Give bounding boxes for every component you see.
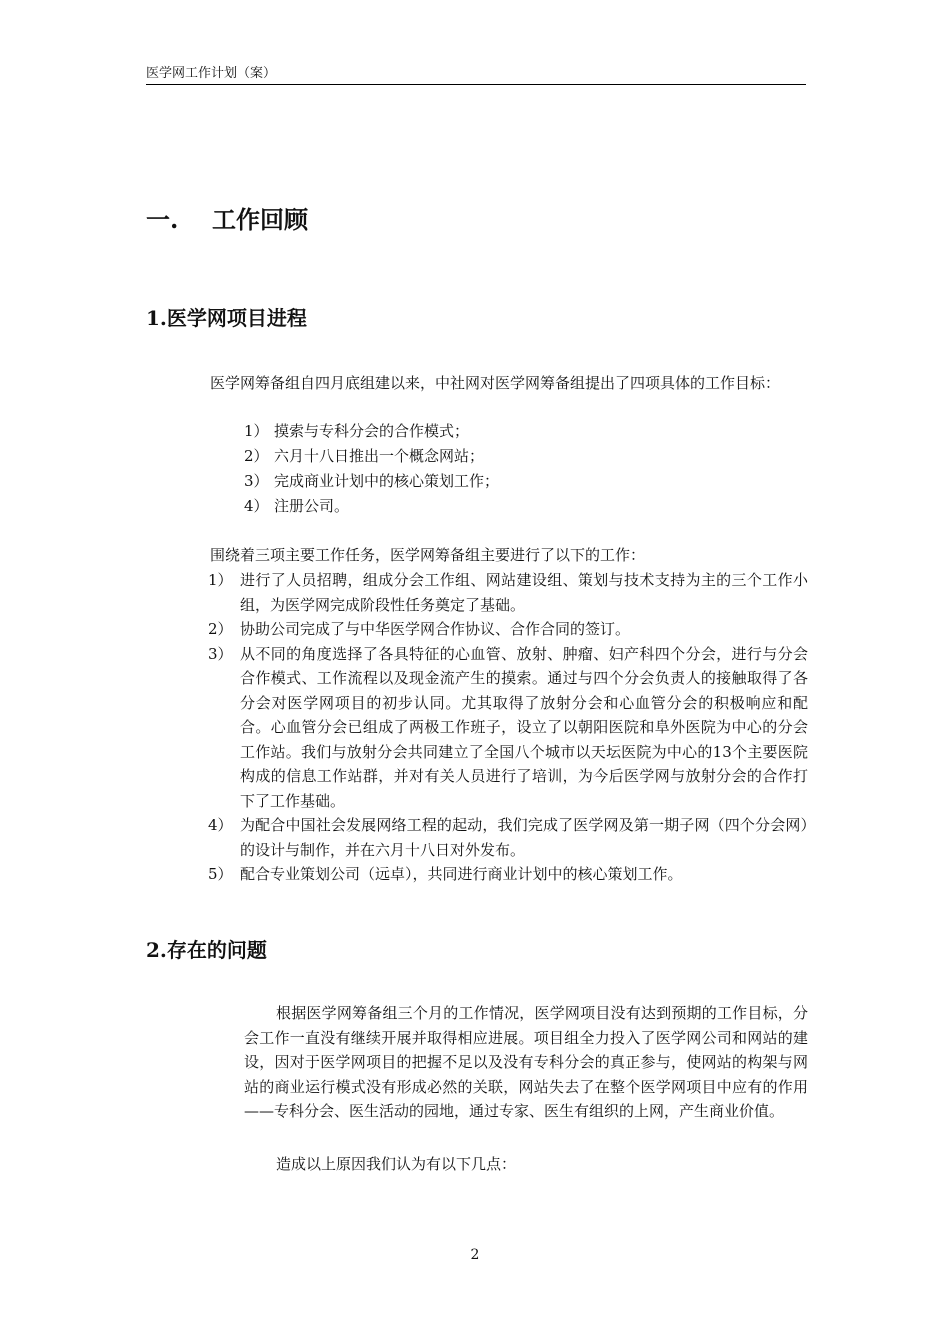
intro-paragraph: 医学网筹备组自四月底组建以来，中社网对医学网筹备组提出了四项具体的工作目标： xyxy=(210,374,781,392)
list-item xyxy=(244,469,499,494)
header-title: 医学网工作计划（案） xyxy=(146,66,277,81)
work-intro-paragraph: 围绕着三项主要工作任务，医学网筹备组主要进行了以下的工作： xyxy=(210,546,646,564)
list-item-number: 2） xyxy=(208,620,233,638)
page-header xyxy=(146,66,806,85)
list-item xyxy=(208,617,808,642)
list-item xyxy=(208,862,808,887)
list-item xyxy=(208,568,808,617)
problem-paragraph: 根据医学网筹备组三个月的工作情况，医学网项目没有达到预期的工作目标，分会工作一直没有继续开展并取得相应进展。项目组全力投入了医学网公司和网站的建设，因对于医学网项目的把握不足以及没有专科分会的真正参与，使网站的构架与网站的商业运行模式没有形成必然的关联，网站失去了在整个医学网项目中应有的作用——专科分会、医生活动的园地，通过专家、医生有组织的上网，产生商业价值。 xyxy=(244,1004,808,1120)
work-list xyxy=(208,568,808,887)
cause-intro-paragraph: 造成以上原因我们认为有以下几点： xyxy=(276,1155,517,1173)
list-item-number: 2） xyxy=(244,447,269,465)
list-item-text: 配合专业策划公司（远卓），共同进行商业计划中的核心策划工作。 xyxy=(240,865,683,883)
list-item-number: 5） xyxy=(208,865,233,883)
list-item-number: 1） xyxy=(208,571,233,589)
list-item-text: 为配合中国社会发展网络工程的起动，我们完成了医学网及第一期子网（四个分会网）的设计与制作，并在六月十八日对外发布。 xyxy=(240,816,808,859)
list-item xyxy=(244,494,499,519)
list-item-text: 从不同的角度选择了各具特征的心血管、放射、肿瘤、妇产科四个分会，进行与分会合作模式、工作流程以及现金流产生的摸索。通过与四个分会负责人的接触取得了各分会对医学网项目的初步认同。尤其取得了放射分会和心血管分会的积极响应和配合。心血管分会已组成了两极工作班子，设立了以朝阳医院和阜外医院为中心的分会工作站。我们与放射分会共同建立了全国八个城市以天坛医院为中心的13个主要医院构成的信息工作站群，并对有关人员进行了培训，为今后医学网与放射分会的合作打下了工作基础。 xyxy=(240,644,808,810)
goal-list xyxy=(244,419,499,519)
list-item-text: 六月十八日推出一个概念网站； xyxy=(274,447,485,465)
list-item-text: 协助公司完成了与中华医学网合作协议、合作合同的签订。 xyxy=(240,620,631,638)
list-item-text: 注册公司。 xyxy=(274,497,350,515)
section-title: 工作回顾 xyxy=(212,205,308,234)
list-item-text: 摸索与专科分会的合作模式； xyxy=(274,422,470,440)
list-item-text: 完成商业计划中的核心策划工作； xyxy=(274,472,500,490)
list-item-text: 进行了人员招聘，组成分会工作组、网站建设组、策划与技术支持为主的三个工作小组，为医学网完成阶段性任务奠定了基础。 xyxy=(240,571,808,614)
list-item xyxy=(208,642,808,814)
page-number: 2 xyxy=(470,1247,480,1263)
list-item xyxy=(244,444,499,469)
subsection-heading-problems: 2.存在的问题 xyxy=(146,938,267,962)
section-number: 一. xyxy=(146,205,179,234)
list-item-number: 4） xyxy=(244,497,269,515)
list-item-number: 3） xyxy=(208,644,233,663)
section-heading xyxy=(146,205,308,235)
subsection-heading-progress: 1.医学网项目进程 xyxy=(146,306,307,330)
list-item xyxy=(208,813,808,862)
list-item-number: 4） xyxy=(208,816,233,834)
list-item-number: 1） xyxy=(244,422,269,440)
list-item-number: 3） xyxy=(244,472,269,490)
list-item xyxy=(244,419,499,444)
